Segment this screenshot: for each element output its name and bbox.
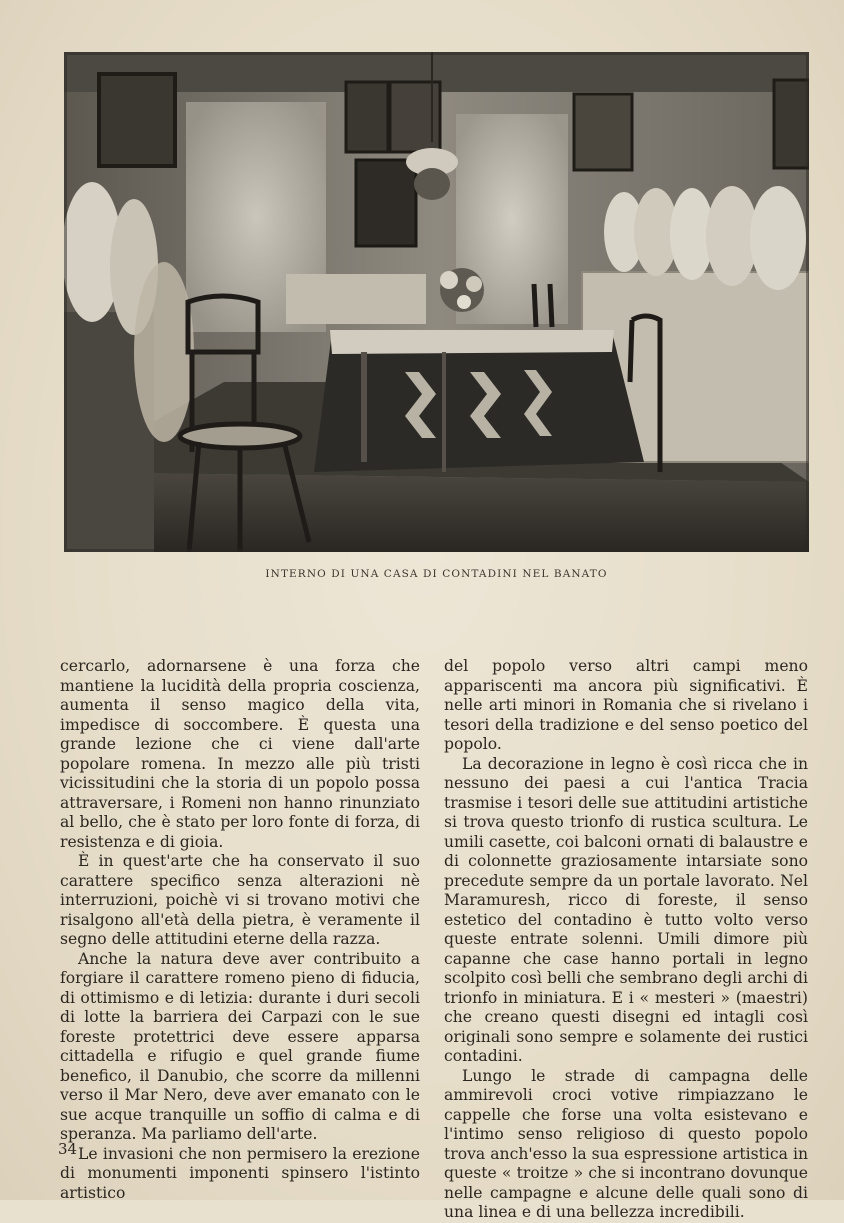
interior-photo xyxy=(64,52,809,552)
page-number: 34 xyxy=(58,1140,78,1158)
paragraph: Anche la natura deve aver contribuito a forgiare il carattere romeno pieno di fiducia, di ottimismo e di letizia: durante i duri secoli di lotte la barriera dei Carpazi con le sue foreste protettrici deve essere apparsa cittadella e rifugio e quel grande fiume benefico, il Danubio, che scorre da millenni verso il Mar Nero, deve aver emanato con le sue acque tranquille un soffio di calma e di speranza. Ma parliamo dell'arte. xyxy=(60,949,420,1143)
right-text-column xyxy=(444,657,808,1223)
paragraph: del popolo verso altri campi meno appariscenti ma ancora più significativi. È nelle arti minori in Romania che si rivelano i tesori della tradizione e del senso poetico del popolo. xyxy=(444,657,808,753)
left-text-column xyxy=(60,657,420,1203)
paragraph: È in quest'arte che ha conservato il suo carattere specifico senza alterazioni nè interruzioni, poichè vi si trovano motivi che risalgono all'età della pietra, è veramente il segno delle attitudini eterne della razza. xyxy=(60,852,420,948)
paragraph: La decorazione in legno è così ricca che in nessuno dei paesi a cui l'antica Tracia trasmise i tesori delle sue attitudini artistiche si trova questo trionfo di rustica scultura. Le umili casette, coi balconi ornati di balaustre e di colonnette graziosamente intarsiate sono precedute sempre da un portale lavorato. Nel Maramuresh, ricco di foreste, il senso estetico del contadino è tutto volto verso queste entrate solenni. Umili dimore più capanne che case hanno portali in legno scolpito così belli che sembrano degli archi di trionfo in miniatura. E i « mesteri » (maestri) che creano questi disegni ed intagli così originali sono sempre e solamente dei rustici contadini. xyxy=(444,754,808,1065)
photo-caption: INTERNO DI UNA CASA DI CONTADINI NEL BANATO xyxy=(265,568,608,580)
paragraph: cercarlo, adornarsene è una forza che mantiene la lucidità della propria coscienza, aumenta il senso magico della vita, impedisce di soccombere. È questa una grande lezione che ci viene dall'arte popolare romena. In mezzo alle più tristi vicissitudini che la storia di un popolo possa attraversare, i Romeni non hanno rinunziato al bello, che è stato per loro fonte di forza, di resistenza e di gioia. xyxy=(60,657,420,851)
paragraph: Le invasioni che non permisero la erezione di monumenti imponenti spinsero l'istinto artistico xyxy=(60,1144,420,1202)
paragraph: Lungo le strade di campagna delle ammirevoli croci votive rimpiazzano le cappelle che forse una volta esistevano e l'intimo senso religioso di questo popolo trova anch'esso la sua espressione artistica in queste « troitze » che si incontrano dovunque nelle campagne e alcune delle quali sono di una linea e di una bellezza incredibili. xyxy=(444,1066,808,1221)
